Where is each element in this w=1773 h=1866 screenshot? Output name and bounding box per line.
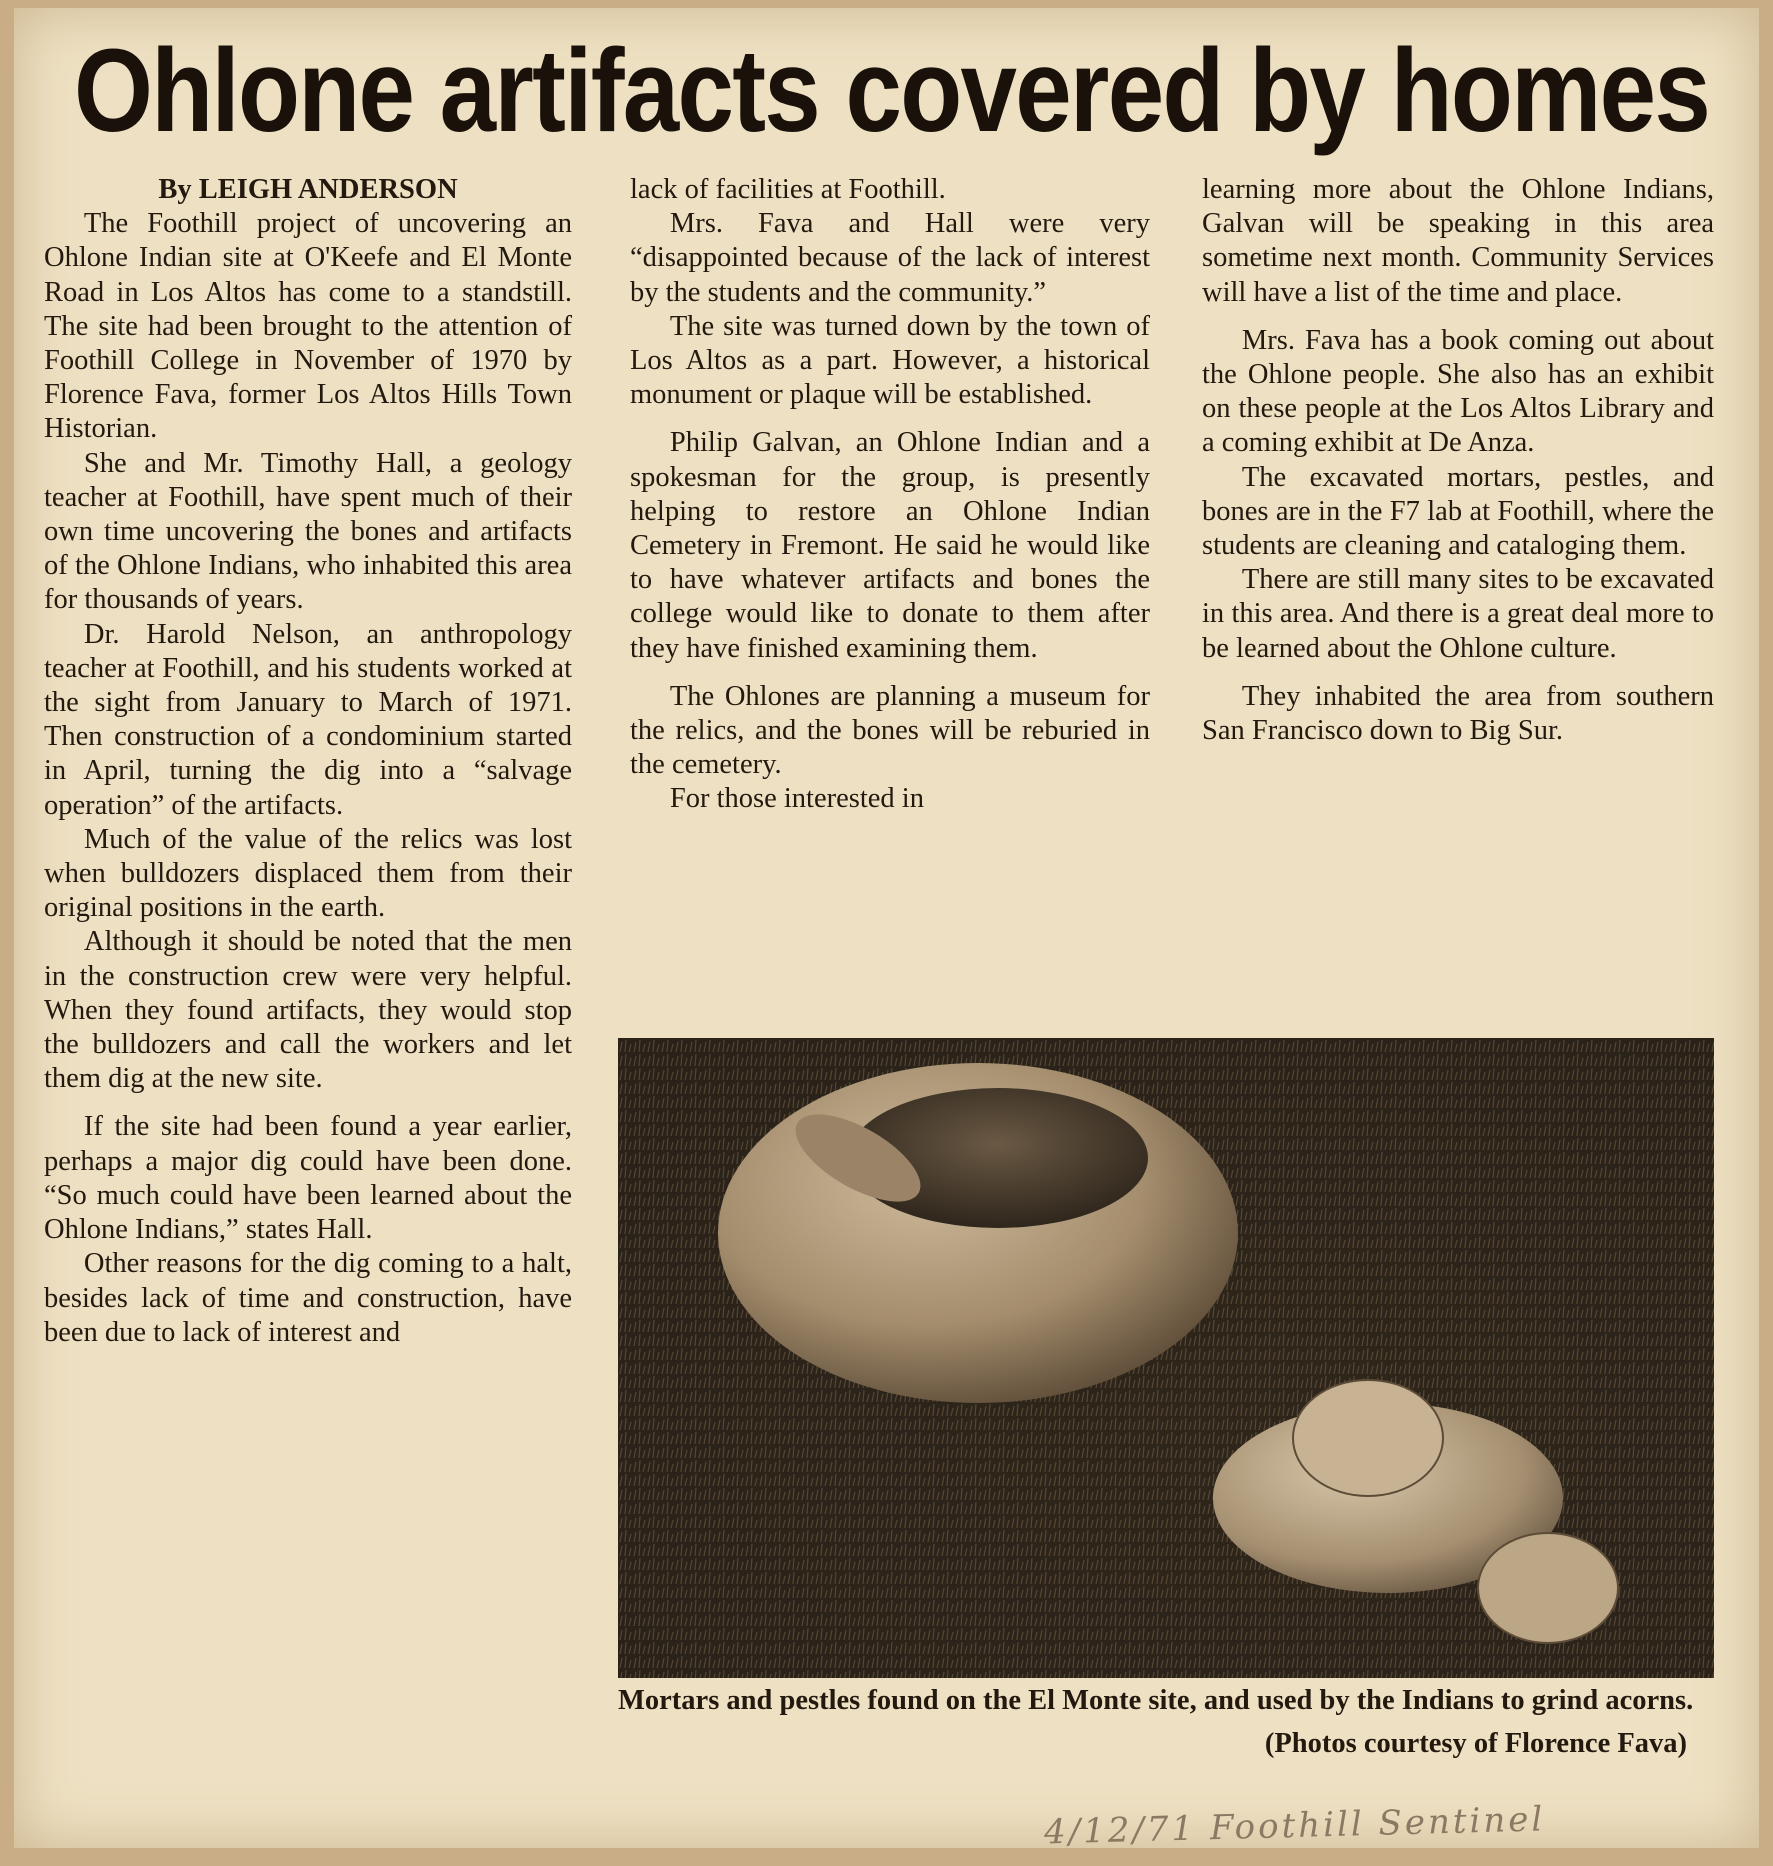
paragraph: learning more about the Ohlone Indians, Galvan will be speaking in this area sometime next month. Community Services will have a list of the time and place.: [1202, 174, 1714, 308]
paragraph: They inhabited the area from southern San Francisco down to Big Sur.: [1202, 680, 1714, 747]
article-column-2: [630, 173, 1150, 817]
paragraph: Mrs. Fava has a book coming out about the Ohlone people. She also has an exhibit on these people at the Los Altos Library and a coming exhibit at De Anza.: [1202, 324, 1714, 459]
photo-illustration: [618, 1038, 1714, 1678]
paragraph: Philip Galvan, an Ohlone Indian and a spokesman for the group, is presently helping to restore an Ohlone Indian Cemetery in Fremont. He said he would like to have whatever artifacts and bones the college would like to donate to them after they have finished examining them.: [630, 427, 1150, 664]
paragraph: Although it should be noted that the men in the construction crew were very helpful. When they found artifacts, they would stop the bulldozers and call the workers and let them dig at the new site.: [44, 926, 572, 1095]
paragraph: Mrs. Fava and Hall were very “disappointed because of the lack of interest by the students and the community.”: [630, 208, 1150, 308]
paragraph: She and Mr. Timothy Hall, a geology teacher at Foothill, have spent much of their own time uncovering the bones and artifacts of the Ohlone Indians, who inhabited this area for thousands of years.: [44, 447, 572, 616]
paragraph: There are still many sites to be excavated in this area. And there is a great deal more to be learned about the Ohlone culture.: [1202, 564, 1714, 664]
paragraph: The Foothill project of uncovering an Ohlone Indian site at O'Keefe and El Monte Road in Los Altos has come to a standstill. The site had been brought to the attention of Foothill College in November of 1970 by Florence Fava, former Los Altos Hills Town Historian.: [44, 208, 572, 445]
paragraph: The excavated mortars, pestles, and bones are in the F7 lab at Foothill, where the students are cleaning and cataloging them.: [1202, 461, 1714, 562]
paragraph: Other reasons for the dig coming to a halt, besides lack of time and construction, have been due to lack of interest and: [44, 1248, 572, 1348]
handwritten-date-note: 4/12/71 Foothill Sentinel: [1043, 1799, 1546, 1853]
paragraph: Much of the value of the relics was lost when bulldozers displaced them from their original positions in the earth.: [44, 823, 572, 924]
headline: Ohlone artifacts covered by homes: [74, 25, 1710, 157]
photo-credit: (Photos courtesy of Florence Fava): [1264, 1728, 1687, 1759]
mortars-pestles-photo: [618, 1038, 1714, 1678]
paragraph: Dr. Harold Nelson, an anthropology teacher at Foothill, and his students worked at the sight from January to March of 1971. Then construction of a condominium started in April, turning the dig into a “salvage operation” of the artifacts.: [44, 618, 572, 821]
paragraph: The site was turned down by the town of Los Altos as a part. However, a historical monument or plaque will be established.: [630, 310, 1150, 411]
article-column-3: [1202, 173, 1714, 748]
paragraph: For those interested in: [669, 783, 924, 815]
photo-caption: Mortars and pestles found on the El Monte site, and used by the Indians to grind acorns.: [618, 1685, 1694, 1716]
newspaper-clipping: [14, 8, 1759, 1853]
paragraph: The Ohlones are planning a museum for the relics, and the bones will be reburied in the cemetery.: [630, 680, 1150, 781]
paragraph: lack of facilities at Foothill.: [630, 174, 946, 205]
paragraph: If the site had been found a year earlier, perhaps a major dig could have been done. “So much could have been learned about the Ohlone Indians,” states Hall.: [44, 1111, 572, 1246]
byline: By LEIGH ANDERSON: [158, 174, 458, 205]
article-column-1: [44, 173, 572, 1350]
